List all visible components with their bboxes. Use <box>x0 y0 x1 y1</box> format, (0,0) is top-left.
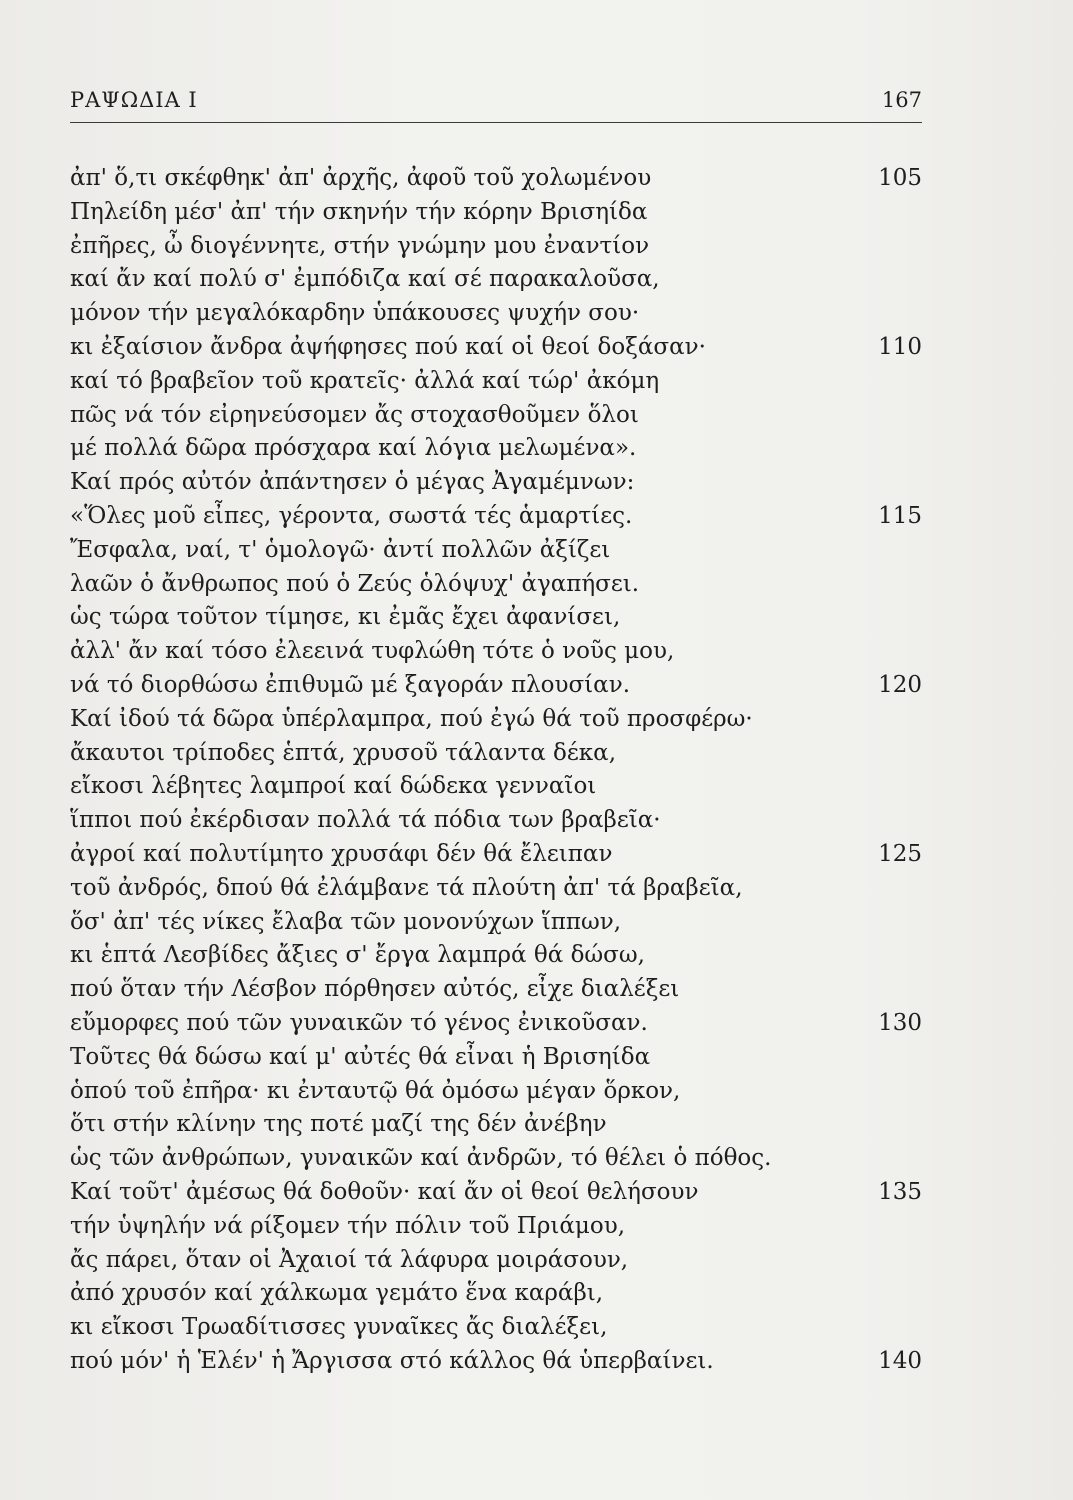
verse-text: ὅτι στήν κλίνην της ποτέ μαζί της δέν ἀνέβην <box>70 1111 607 1138</box>
verse-line <box>70 1176 922 1210</box>
verse-line <box>70 196 922 230</box>
verse-text: καί ἄν καί πολύ σ' ἐμπόδιζα καί σέ παρακαλοῦσα, <box>70 266 660 293</box>
verse-text: νά τό διορθώσω ἐπιθυμῶ μέ ξαγοράν πλουσίαν. <box>70 671 631 698</box>
page-number: 167 <box>881 88 922 112</box>
verse-number: 105 <box>878 165 922 191</box>
verse-line <box>70 939 922 973</box>
verse-line <box>70 297 922 331</box>
verse-number: 125 <box>878 840 922 867</box>
verse-line <box>70 1108 922 1142</box>
verse-line <box>70 1142 922 1176</box>
verse-line <box>70 1345 922 1379</box>
verse-line <box>70 162 922 196</box>
running-title: ΡΑΨΩΔΙΑ Ι <box>70 88 198 112</box>
verse-text: πού μόν' ἡ Ἑλέν' ἡ Ἄργισσα στό κάλλος θά ὑπερβαίνει. <box>70 1347 714 1374</box>
verse-line <box>70 1210 922 1244</box>
verse-line <box>70 1277 922 1311</box>
verse-line <box>70 973 922 1007</box>
verse-text: «Ὅλες μοῦ εἶπες, γέροντα, σωστά τές ἁμαρτίες. <box>70 502 633 529</box>
verse-text: ἵπποι πού ἐκέρδισαν πολλά τά πόδια των βραβεῖα· <box>70 807 661 834</box>
verse-line <box>70 1041 922 1075</box>
verse-text: ἀγροί καί πολυτίμητο χρυσάφι δέν θά ἔλειπαν <box>70 840 613 867</box>
verse-text: ὡς τώρα τοῦτον τίμησε, κι ἐμᾶς ἔχει ἀφανίσει, <box>70 604 621 631</box>
verse-line <box>70 601 922 635</box>
verse-line <box>70 1075 922 1109</box>
verse-text: ἀπ' ὅ,τι σκέφθηκ' ἀπ' ἀρχῆς, ἀφοῦ τοῦ χολωμένου <box>70 165 652 191</box>
verse-line <box>70 669 922 703</box>
verse-text: ὡς τῶν ἀνθρώπων, γυναικῶν καί ἀνδρῶν, τό θέλει ὁ πόθος. <box>70 1145 772 1172</box>
verse-number: 120 <box>878 671 922 698</box>
verse-text: ἄκαυτοι τρίποδες ἑπτά, χρυσοῦ τάλαντα δέκα, <box>70 739 617 766</box>
verse-text: Καί τοῦτ' ἀμέσως θά δοθοῦν· καί ἄν οἱ θεοί θελήσουν <box>70 1178 699 1205</box>
verse-line <box>70 331 922 365</box>
verse-text: τοῦ ἀνδρός, δπού θά ἐλάμβανε τά πλούτη ἀπ' τά βραβεῖα, <box>70 874 743 901</box>
verse-text: ἀλλ' ἄν καί τόσο ἐλεεινά τυφλώθη τότε ὁ νοῦς μου, <box>70 638 675 665</box>
verse-line <box>70 534 922 568</box>
verse-line <box>70 770 922 804</box>
verse-text: Καί ἰδού τά δῶρα ὑπέρλαμπρα, πού ἐγώ θά τοῦ προσφέρω· <box>70 705 753 732</box>
verse-line <box>70 906 922 940</box>
verse-line <box>70 635 922 669</box>
verse-number: 110 <box>878 333 922 360</box>
verse-line <box>70 838 922 872</box>
verse-text: ἐπῆρες, ὦ διογέννητε, στήν γνώμην μου ἐναντίον <box>70 232 650 259</box>
verse-line <box>70 1244 922 1278</box>
verse-text: ἄς πάρει, ὅταν οἱ Ἀχαιοί τά λάφυρα μοιράσουν, <box>70 1246 629 1273</box>
verse-number: 140 <box>878 1347 922 1374</box>
verse-text: μόνον τήν μεγαλόκαρδην ὑπάκουσες ψυχήν σου· <box>70 300 640 327</box>
verse-line <box>70 500 922 534</box>
verse-line <box>70 230 922 264</box>
verse-text: Πηλείδη μέσ' ἀπ' τήν σκηνήν τήν κόρην Βρισηίδα <box>70 198 648 225</box>
verse-line <box>70 432 922 466</box>
verse-text: Ἔσφαλα, ναί, τ' ὁμολογῶ· ἀντί πολλῶν ἀξίζει <box>70 536 611 563</box>
verse-text: πού ὅταν τήν Λέσβον πόρθησεν αὐτός, εἶχε διαλέξει <box>70 976 680 1003</box>
verse-text: ὁπού τοῦ ἐπῆρα· κι ἐνταυτῷ θά ὀμόσω μέγαν ὅρκον, <box>70 1077 681 1104</box>
verse-text: εὔμορφες πού τῶν γυναικῶν τό γένος ἐνικοῦσαν. <box>70 1009 648 1036</box>
verse-line <box>70 1311 922 1345</box>
verse-text: κι εἴκοσι Τρωαδίτισσες γυναῖκες ἄς διαλέξει, <box>70 1314 608 1341</box>
verse-text: λαῶν ὁ ἄνθρωπος πού ὁ Ζεύς ὁλόψυχ' ἀγαπήσει. <box>70 570 640 597</box>
verse-text: Τοῦτες θά δώσω καί μ' αὐτές θά εἶναι ἡ Βρισηίδα <box>70 1043 651 1070</box>
verse-text: κι ἐξαίσιον ἄνδρα ἀψήφησες πού καί οἱ θεοί δοξάσαν· <box>70 333 706 360</box>
verse-line <box>70 365 922 399</box>
verse-text: τήν ὑψηλήν νά ρίξομεν τήν πόλιν τοῦ Πριάμου, <box>70 1212 626 1239</box>
verse-line <box>70 737 922 771</box>
verse-text: πῶς νά τόν εἰρηνεύσομεν ἄς στοχασθοῦμεν ὅλοι <box>70 401 639 428</box>
verse-text: μέ πολλά δῶρα πρόσχαρα καί λόγια μελωμένα». <box>70 435 637 462</box>
verse-number: 115 <box>878 502 922 529</box>
verse-line <box>70 1007 922 1041</box>
verse-text: καί τό βραβεῖον τοῦ κρατεῖς· ἀλλά καί τώρ' ἀκόμη <box>70 367 660 394</box>
verse-text: Καί πρός αὐτόν ἀπάντησεν ὁ μέγας Ἀγαμέμνων: <box>70 469 635 496</box>
verse-line <box>70 804 922 838</box>
verse-text: εἴκοσι λέβητες λαμπροί καί δώδεκα γενναῖοι <box>70 773 597 800</box>
verse-line <box>70 399 922 433</box>
verse-block <box>70 162 922 1379</box>
verse-line <box>70 703 922 737</box>
verse-line <box>70 872 922 906</box>
verse-line <box>70 568 922 602</box>
verse-number: 130 <box>878 1009 922 1036</box>
verse-text: ὅσ' ἀπ' τές νίκες ἔλαβα τῶν μονονύχων ἵππων, <box>70 908 622 935</box>
verse-line <box>70 263 922 297</box>
verse-text: κι ἑπτά Λεσβίδες ἄξιες σ' ἔργα λαμπρά θά δώσω, <box>70 942 645 969</box>
verse-text: ἀπό χρυσόν καί χάλκωμα γεμάτο ἕνα καράβι, <box>70 1280 604 1307</box>
verse-number: 135 <box>878 1178 922 1205</box>
verse-line <box>70 466 922 500</box>
page-header <box>70 88 922 123</box>
